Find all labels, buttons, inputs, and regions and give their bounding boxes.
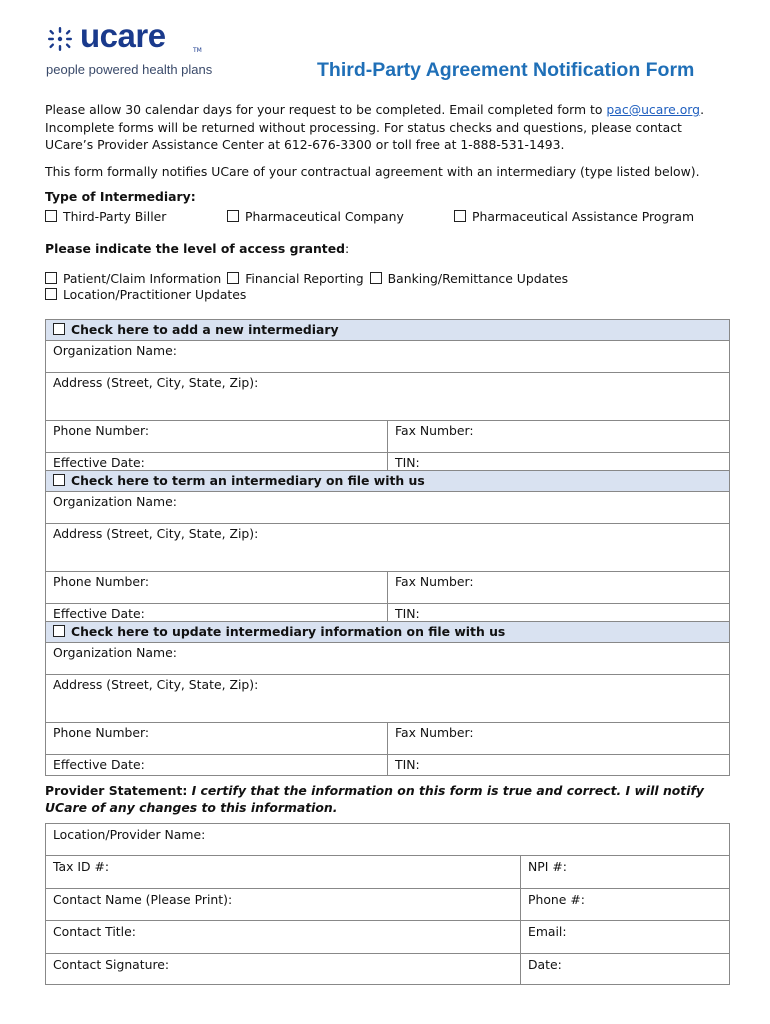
fax-field[interactable]: Fax Number: [387, 723, 729, 754]
contact-name-field[interactable]: Contact Name (Please Print): [53, 892, 233, 907]
contact-title-field[interactable]: Contact Title: [53, 924, 136, 939]
org-name-row[interactable] [46, 341, 729, 373]
phone-field[interactable]: Phone Number: [53, 725, 150, 740]
option-label: Location/Practitioner Updates [63, 287, 247, 302]
checkbox[interactable] [454, 210, 466, 222]
email-field[interactable]: Email: [520, 921, 729, 953]
intro-line-3: UCare’s Provider Assistance Center at 612-676-3300 or toll free at 1-888-531-1493. [45, 137, 565, 152]
section-header-add[interactable] [46, 320, 729, 341]
section-header-label: Check here to add a new intermediary [71, 322, 339, 337]
access-label-bold: Please indicate the level of access granted [45, 241, 345, 256]
option-label: Banking/Remittance Updates [387, 271, 569, 286]
intro-line-1 [45, 101, 704, 118]
phone-field[interactable]: Phone Number: [53, 574, 150, 589]
purpose-text: This form formally notifies UCare of your contractual agreement with an intermediary (type listed below). [45, 164, 700, 179]
option-patient-claim[interactable] [45, 271, 221, 286]
phone-fax-row [46, 572, 729, 604]
effective-tin-row [46, 453, 729, 471]
address-field[interactable]: Address (Street, City, State, Zip): [53, 677, 259, 692]
tin-field[interactable]: TIN: [387, 755, 729, 775]
title-email-row [46, 921, 729, 954]
org-name-row[interactable] [46, 643, 729, 675]
phone-field[interactable]: Phone #: [520, 889, 729, 920]
statement-label: Provider Statement: [45, 783, 192, 798]
checkbox[interactable] [53, 474, 65, 486]
location-row[interactable] [46, 824, 729, 856]
tin-field[interactable]: TIN: [387, 604, 729, 621]
fax-field[interactable]: Fax Number: [387, 572, 729, 603]
section-header-update[interactable] [46, 622, 729, 643]
option-label: Pharmaceutical Assistance Program [472, 209, 695, 224]
effective-date-field[interactable]: Effective Date: [53, 455, 145, 470]
email-link[interactable]: pac@ucare.org [606, 102, 701, 117]
brand-tagline: people powered health plans [46, 62, 213, 77]
form-title: Third-Party Agreement Notification Form [317, 59, 695, 81]
option-label: Third-Party Biller [63, 209, 167, 224]
phone-fax-row [46, 421, 729, 453]
section-header-label: Check here to term an intermediary on file with us [71, 473, 425, 488]
ucare-logo-icon [47, 26, 73, 52]
address-row[interactable] [46, 675, 729, 723]
trademark: TM [193, 47, 202, 54]
access-options-row-1 [45, 271, 574, 286]
checkbox[interactable] [53, 323, 65, 335]
taxid-npi-row [46, 856, 729, 889]
address-field[interactable]: Address (Street, City, State, Zip): [53, 526, 259, 541]
section-header-label: Check here to update intermediary information on file with us [71, 624, 506, 639]
checkbox[interactable] [227, 272, 239, 284]
intermediary-form [45, 319, 730, 776]
checkbox[interactable] [45, 288, 57, 300]
statement-text: I certify that the information on this form is true and correct. I will notify UCare of any changes to this information. [45, 783, 704, 815]
date-field[interactable]: Date: [520, 954, 729, 984]
org-name-field[interactable]: Organization Name: [53, 494, 177, 509]
intro-period: . [700, 102, 705, 117]
checkbox[interactable] [45, 272, 57, 284]
option-third-party-biller[interactable] [45, 209, 166, 224]
option-banking-remittance[interactable] [370, 271, 569, 286]
intermediary-type-label: Type of Intermediary: [45, 189, 196, 204]
npi-field[interactable]: NPI #: [520, 856, 729, 888]
location-provider-field[interactable]: Location/Provider Name: [53, 827, 206, 842]
provider-form [45, 823, 730, 985]
effective-date-field[interactable]: Effective Date: [53, 757, 145, 772]
phone-fax-row [46, 723, 729, 755]
section-header-term[interactable] [46, 471, 729, 492]
brand-name: ucare [80, 17, 166, 54]
option-financial-reporting[interactable] [227, 271, 363, 286]
effective-tin-row [46, 604, 729, 622]
address-row[interactable] [46, 524, 729, 572]
org-name-row[interactable] [46, 492, 729, 524]
access-label [45, 240, 349, 257]
effective-tin-row [46, 755, 729, 775]
signature-field[interactable]: Contact Signature: [53, 957, 170, 972]
intro-line-2: Incomplete forms will be returned without processing. For status checks and questions, please contact [45, 120, 682, 135]
intro-text: Please allow 30 calendar days for your request to be completed. Email completed form to [45, 102, 607, 117]
effective-date-field[interactable]: Effective Date: [53, 606, 145, 621]
checkbox[interactable] [227, 210, 239, 222]
org-name-field[interactable]: Organization Name: [53, 343, 177, 358]
org-name-field[interactable]: Organization Name: [53, 645, 177, 660]
option-label: Financial Reporting [245, 271, 364, 286]
contact-phone-row [46, 889, 729, 921]
fax-field[interactable]: Fax Number: [387, 421, 729, 452]
option-label: Patient/Claim Information [63, 271, 222, 286]
option-pharmaceutical-assistance-program[interactable] [454, 209, 694, 224]
address-field[interactable]: Address (Street, City, State, Zip): [53, 375, 259, 390]
option-label: Pharmaceutical Company [245, 209, 404, 224]
option-pharmaceutical-company[interactable] [227, 209, 404, 224]
checkbox[interactable] [370, 272, 382, 284]
address-row[interactable] [46, 373, 729, 421]
provider-statement [45, 782, 745, 816]
checkbox[interactable] [53, 625, 65, 637]
tax-id-field[interactable]: Tax ID #: [53, 859, 110, 874]
phone-field[interactable]: Phone Number: [53, 423, 150, 438]
checkbox[interactable] [45, 210, 57, 222]
option-location-practitioner[interactable] [45, 287, 246, 302]
access-label-tail: : [344, 241, 350, 256]
tin-field[interactable]: TIN: [387, 453, 729, 470]
signature-date-row [46, 954, 729, 984]
